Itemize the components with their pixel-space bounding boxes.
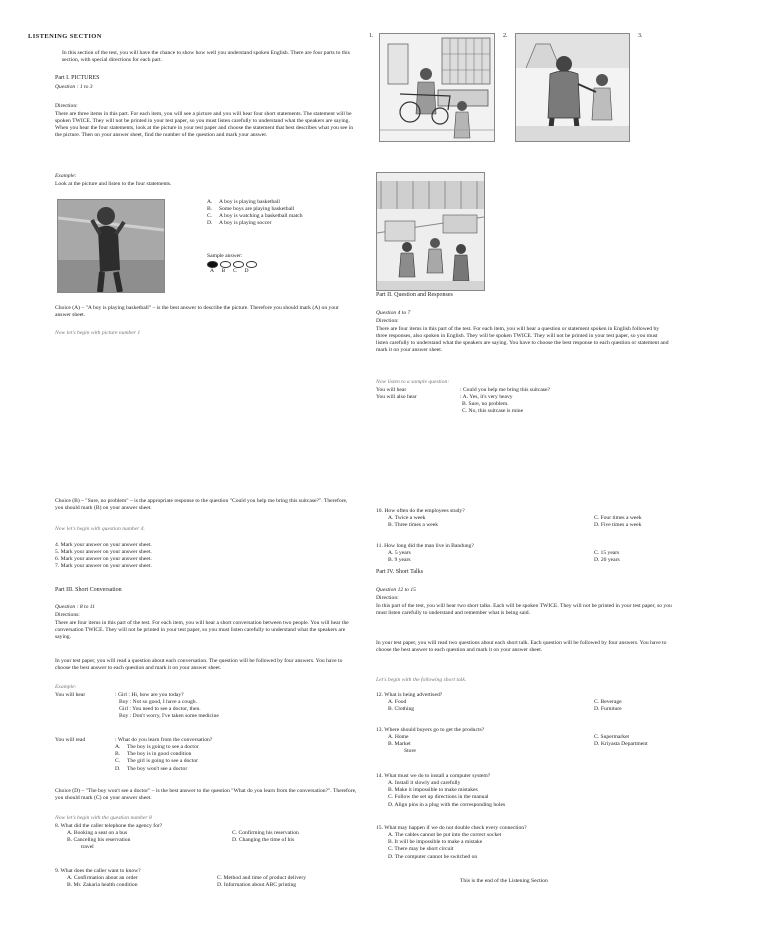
end-of-section: This is the end of the Listening Section (460, 878, 548, 884)
part2-directions-label: Direction: (376, 318, 399, 324)
bubble-a-filled (207, 261, 218, 268)
part2-sample: You will hear : Could you help me bring this suitcase? You will also hear : A. Yes, it's very heavy B. Sure, no problem. C. No, this suitcase is mine (376, 387, 550, 415)
sample-answer-label: Sample answer: (207, 253, 243, 259)
mark-5: 5. Mark your answer on your answer sheet. (55, 549, 152, 556)
picture-2-police (515, 33, 630, 142)
question-9: 9. What does the caller want to know? A. Confirmation about an order C. Method and time of product delivery B. Mr. Zakaria health condition D. Information about ABC printing (55, 868, 307, 889)
part4-begin-note: Let's begin with the following short talk. (376, 677, 467, 683)
mark-4: 4. Mark your answer on your answer sheet. (55, 542, 152, 548)
option-d: D. A boy is playing soccer (207, 220, 272, 227)
question-8: 8. What did the caller telephone the agency for? A. Booking a seat on a bus C. Confirming his reservation B. Canceling his reservation D. Changing the time of his travel (55, 823, 299, 851)
part2-marks (55, 542, 152, 571)
mark-7: 7. Mark your answer on your answer sheet. (55, 563, 152, 570)
part4-directions-label: Direction: (376, 595, 399, 601)
sample-answer-letters: A B C D (210, 268, 249, 274)
question-10: 10. How often do the employees study? A. Twice a week C. Four times a week B. Three times a week D. Five times a week (376, 508, 642, 529)
part1-choice-note: Choice (A) – "A boy is playing basketball" – is the best answer to describe the picture. Therefore you should mark (A) on your answer sheet. (55, 305, 339, 319)
part1-heading: Part I. PICTURES (55, 75, 100, 81)
part3-heading: Part III. Short Conversation (55, 587, 122, 593)
part2-choice-note: Choice (B) – "Sure, no problem" – is the appropriate response to the question "Could you help me bring this suitcase?". Therefore, you should mark (B) on your answer sheet. (55, 498, 348, 512)
bubble-c (233, 261, 244, 268)
part1-example-text: Look at the picture and listen to the four statements. (55, 181, 172, 187)
intro-text: In this section of the test, you will have the chance to show how well you understand spoken English. There are four parts to this section, with special directions for each part. (62, 50, 350, 64)
part3-choice-note: Choice (D) – "The boy won't see a doctor" – is the best answer to the question "What do you learn from the conversation?". Therefore, you should mark (C) on your answer sheet. (55, 788, 357, 802)
part1-directions: There are three items in this part. For each item, you will see a picture and you will hear four short statements. The statement will be spoken TWICE. They will not be printed in your test paper, so you must listen carefully to understand what the speakers are saying. When you hear the four statements, look at the picture in your test paper and choose the statement that best describes what you see in the picture. Then on your answer sheet, find the number of the question and mark your answer. (55, 111, 354, 139)
option-c: C. A boy is watching a basketball match (207, 213, 303, 220)
part2-sample-label: Now listen to a sample question: (376, 379, 450, 385)
part4-heading: Part IV. Short Talks (376, 569, 424, 575)
bubble-b (220, 261, 231, 268)
part1-questions: Question : 1 to 3 (55, 84, 93, 90)
option-b: B. Some boys are playing basketball (207, 206, 295, 213)
question-15: 15. What may happen if we do not double check every connection? A. The cables cannot be put into the correct socket B. It will be impossible to make a mistake C. There may be short circuit D. The computer cannot be switched on (376, 825, 527, 860)
part1-begin-note: Now let's begin with picture number 1 (55, 330, 141, 336)
mark-6: 6. Mark your answer on your answer sheet. (55, 556, 152, 563)
question-13: 13. Where should buyers go to get the products? A. Home C. Supermarket B. Market D. Kriyasta Department Store (376, 727, 648, 755)
part3-read: You will read : What do you learn from the conversation? A. The boy is going to see a doctor B. The boy is in good condition C. The girl is going to see a doctor D. The boy won't see a doctor (55, 737, 213, 772)
question-11: 11. How long did the man live in Bandung? A. 5 years C. 15 years B. 9 years D. 20 years (376, 543, 620, 564)
part2-heading: Part II. Question and Responses (376, 292, 453, 298)
picture-number-3: 3. (638, 33, 643, 39)
part3-questions: Question : 8 to 11 (55, 604, 95, 610)
part3-example-label: Example: (55, 684, 77, 690)
question-14: 14. What must we do to install a computer system? A. Install it slowly and carefully B. Make it impossible to make mistakes C. Follow the set up directions in the manual D. Align pins in a plug with the corresponding holes (376, 773, 506, 808)
part2-questions: Question 4 to 7 (376, 310, 411, 316)
part1-options (207, 199, 303, 228)
picture-number-1: 1. (369, 33, 374, 39)
part2-directions: There are four items in this part of the test. For each item, you will hear a question or statement spoken in English followed by three responses, also spoken in English. They will be spoken TWICE. They will not be printed in your test paper, so you must listen carefully to understand what the speakers are saying. You have to choose the best response to each question or statement and mark it on your answer sheet. (376, 326, 669, 354)
option-a: A. A boy is playing basketball (207, 199, 280, 205)
part1-example-label: Example: (55, 173, 77, 179)
section-title: LISTENING SECTION (28, 33, 102, 40)
picture-market-scene (376, 172, 485, 291)
part2-begin-note: Now let's begin with question number 4. (55, 526, 145, 532)
part3-directions-label: Directions: (55, 612, 80, 618)
part4-directions: In this part of the test, you will hear two short talks. Each will be spoken TWICE. They will not be printed in your test paper, so you must listen carefully to understand and remember what is being said. (376, 603, 672, 617)
picture-1-hospital (379, 33, 495, 142)
part4-questions: Question 12 to 15 (376, 587, 416, 593)
part3-begin-note: Now let's begin with the question number 8 (55, 815, 152, 821)
part3-directions2: In your test paper, you will read a question about each conversation. The question will be followed by four answers. You have to choose the best answer to each question and mark it on your answer sheet. (55, 658, 343, 672)
basketball-photo (57, 199, 165, 293)
part3-directions: There are four items in this part of the test. For each item, you will hear a short conversation between two people. You will hear the conversation TWICE. They will not be printed in your test paper, so you must listen carefully to understand what the speakers are saying. (55, 620, 349, 641)
part4-directions2: In your test paper, you will read two questions about each short talk. Each question will be followed by four answers. You have to choose the best answer to each question and mark it on your answer sheet. (376, 640, 667, 654)
bubble-d (246, 261, 257, 268)
part1-directions-label: Direction: (55, 103, 78, 109)
question-12: 12. What is being advertised? A. Food C. Beverage B. Clothing D. Furniture (376, 692, 622, 713)
picture-number-2: 2. (503, 33, 508, 39)
part3-conversation: You will hear : Girl : Hi, how are you today? Boy : Not so good, I have a cough. Girl : You need to see a doctor, then. Boy : Don't worry, I've taken some medicine (55, 692, 219, 720)
